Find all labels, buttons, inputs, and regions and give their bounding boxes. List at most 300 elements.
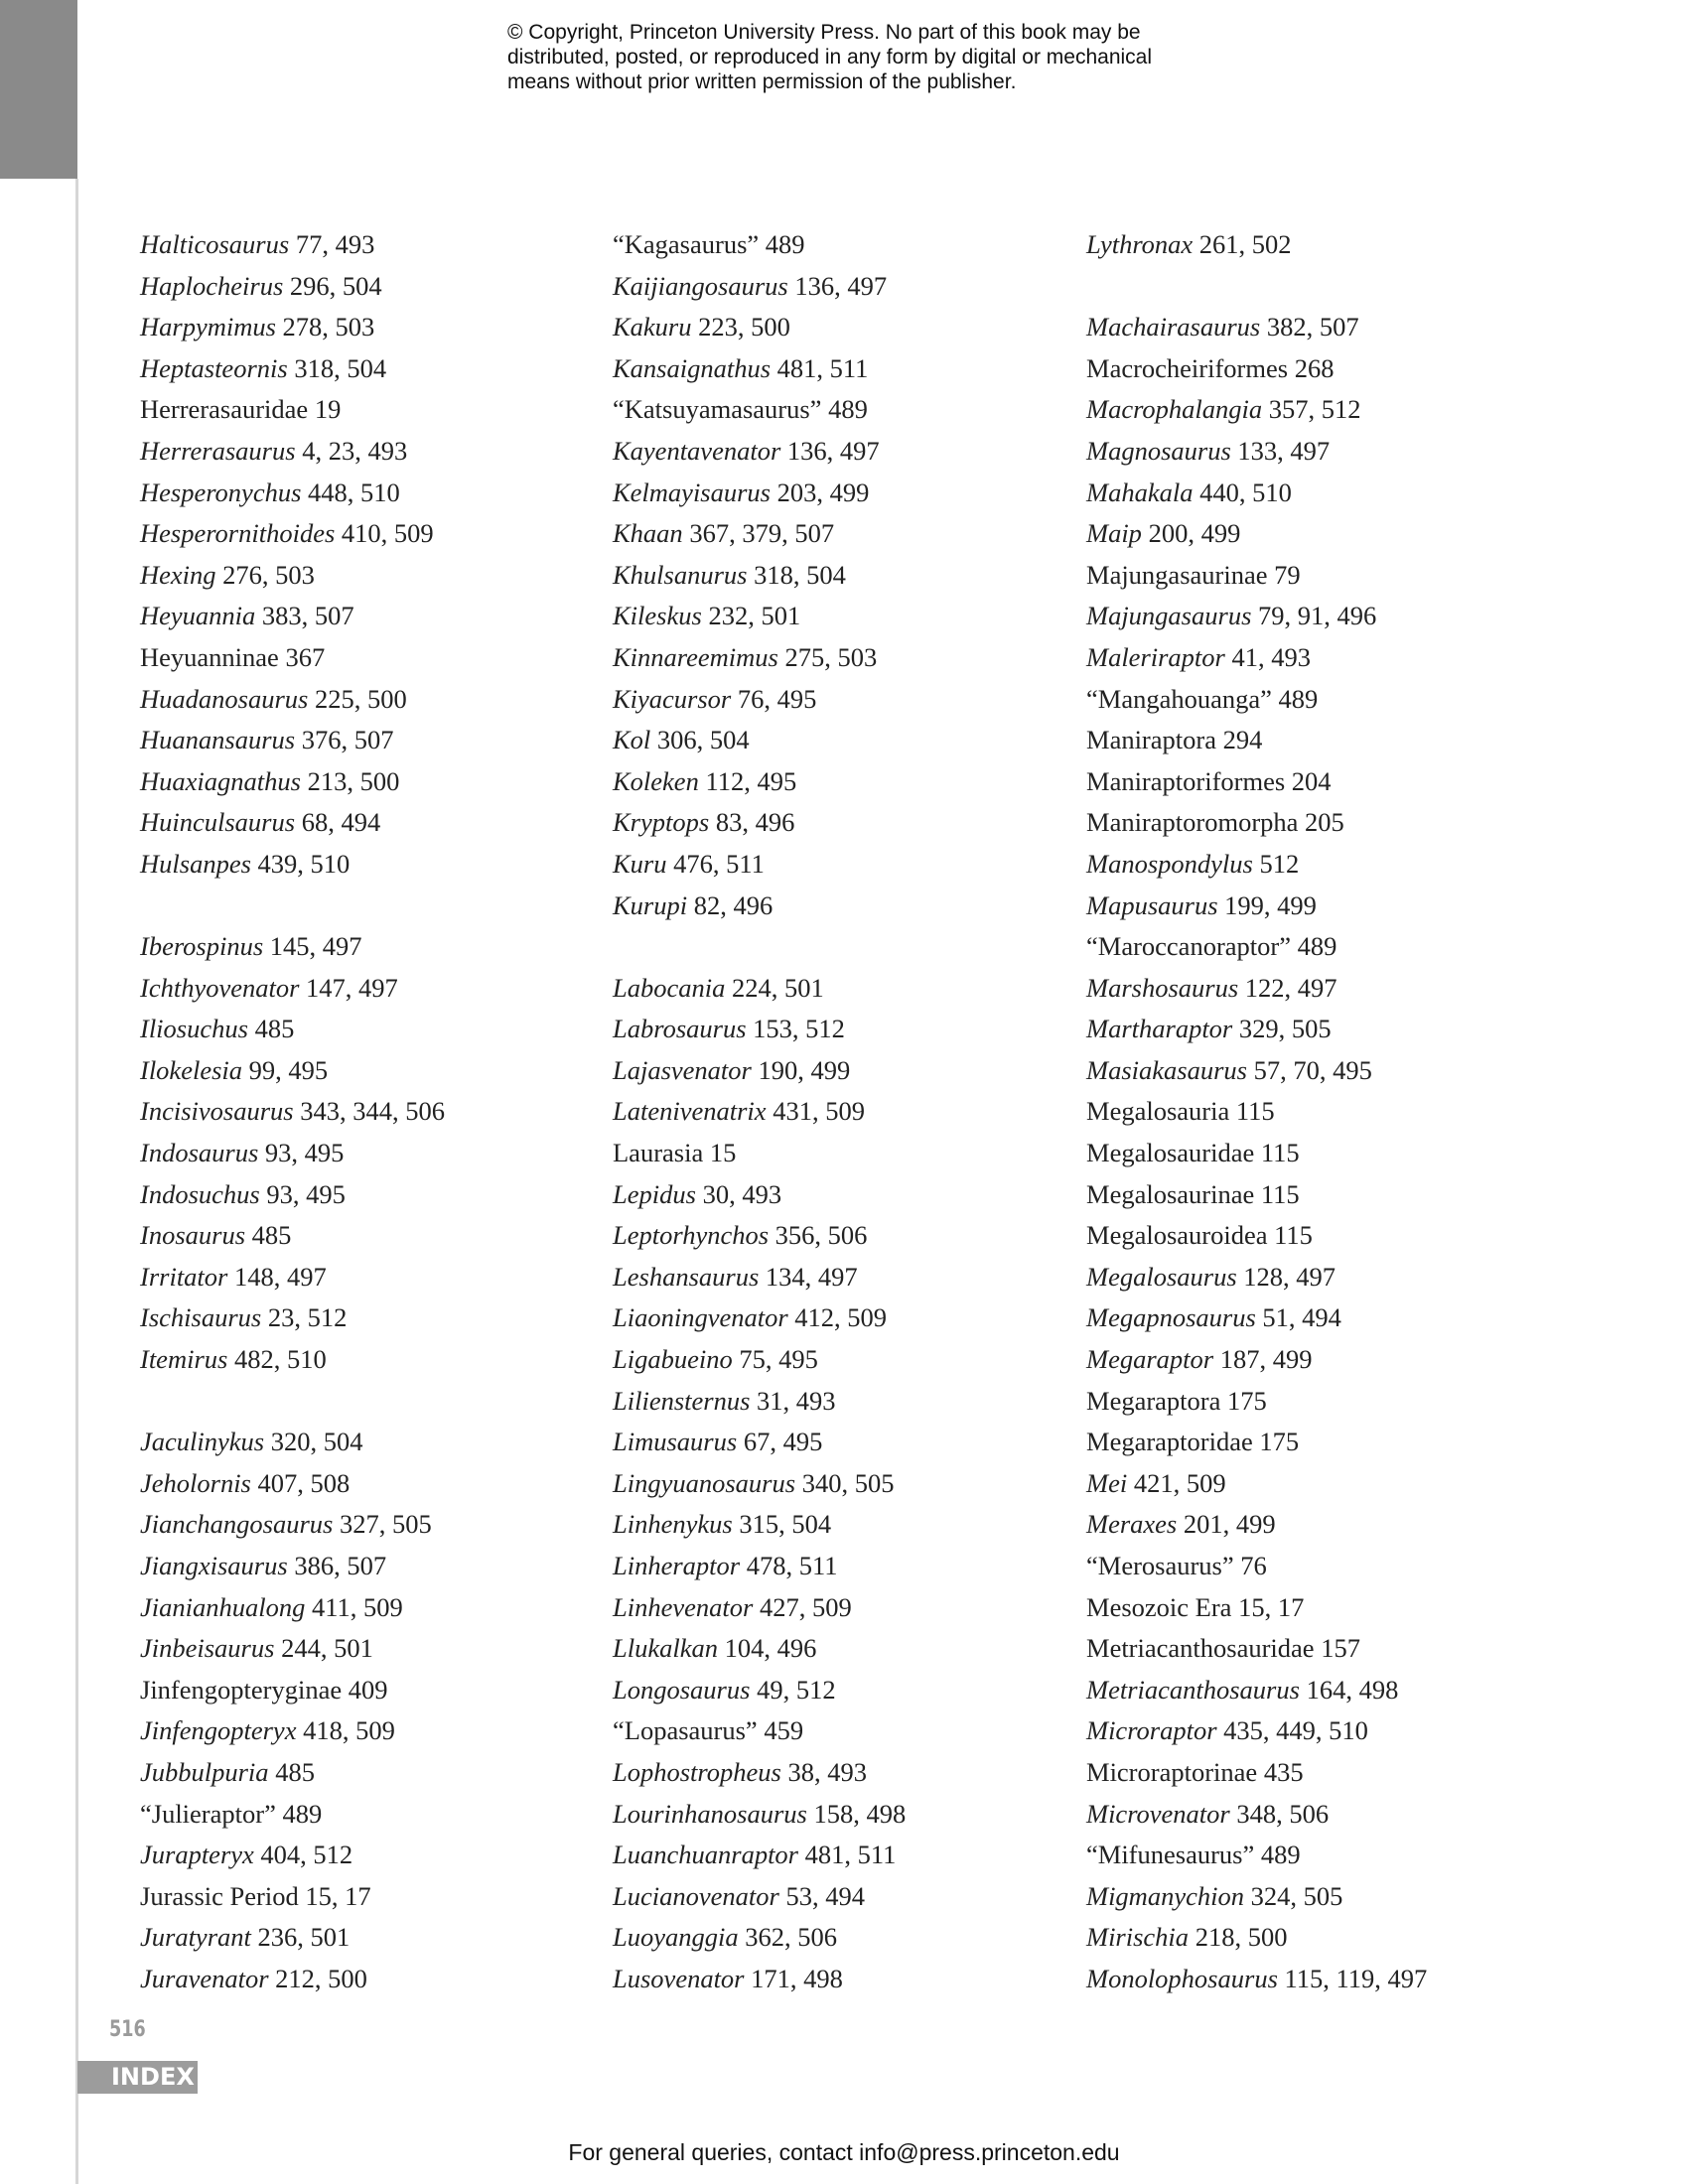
index-entry xyxy=(613,637,1079,679)
index-pages: 15, 17 xyxy=(305,1880,371,1911)
index-entry xyxy=(613,1381,1079,1423)
index-pages: 145, 497 xyxy=(269,931,362,962)
index-pages: 412, 509 xyxy=(794,1302,888,1333)
index-term: “Katsuyamasaurus” xyxy=(613,394,822,425)
index-entry xyxy=(140,1504,607,1546)
index-term: Megalosaurus xyxy=(1086,1261,1237,1292)
index-entry xyxy=(1086,389,1553,431)
index-term: Microvenator xyxy=(1086,1798,1230,1829)
index-entry xyxy=(1086,224,1553,266)
index-entry xyxy=(1086,637,1553,679)
index-term: Linheraptor xyxy=(613,1551,741,1580)
index-term: Inosaurus xyxy=(140,1220,246,1251)
index-term: Harpymimus xyxy=(140,312,276,342)
index-term: Jurassic Period xyxy=(140,1880,299,1911)
index-entry xyxy=(613,1174,1079,1216)
index-entry xyxy=(140,1050,607,1092)
index-pages: 53, 494 xyxy=(785,1880,865,1911)
index-entry xyxy=(613,1504,1079,1546)
index-entry xyxy=(1086,1835,1553,1876)
index-pages: 411, 509 xyxy=(311,1591,403,1622)
index-pages: 386, 507 xyxy=(294,1551,387,1580)
index-term: Jianianhualong xyxy=(140,1591,306,1622)
index-term: Leshansaurus xyxy=(613,1261,760,1292)
index-pages: 157 xyxy=(1321,1633,1360,1664)
index-term: Llukalkan xyxy=(613,1633,718,1664)
index-entry xyxy=(613,968,1079,1010)
index-entry xyxy=(1086,761,1553,803)
index-gap xyxy=(140,886,607,927)
index-pages: 431, 509 xyxy=(773,1096,865,1127)
index-term: Halticosaurus xyxy=(140,229,290,259)
index-entry xyxy=(613,1876,1079,1918)
index-entry xyxy=(140,1587,607,1629)
index-pages: 201, 499 xyxy=(1183,1509,1276,1540)
index-entry xyxy=(140,555,607,597)
index-entry xyxy=(613,1546,1079,1587)
index-term: Juravenator xyxy=(140,1963,269,1993)
index-pages: 82, 496 xyxy=(693,889,774,920)
index-pages: 75, 495 xyxy=(739,1344,818,1375)
index-pages: 51, 494 xyxy=(1262,1302,1341,1333)
index-term: Megalosauridae xyxy=(1086,1138,1255,1168)
index-term: Mesozoic Era xyxy=(1086,1591,1232,1622)
index-term: Liaoningvenator xyxy=(613,1302,788,1333)
index-term: Khaan xyxy=(613,518,683,549)
index-entry xyxy=(613,761,1079,803)
index-term: Latenivenatrix xyxy=(613,1096,767,1127)
index-pages: 218, 500 xyxy=(1195,1922,1288,1953)
index-pages: 30, 493 xyxy=(702,1178,782,1209)
index-entry xyxy=(613,555,1079,597)
index-entry xyxy=(140,1670,607,1711)
index-entry xyxy=(140,348,607,390)
index-entry xyxy=(140,1422,607,1463)
index-pages: 376, 507 xyxy=(301,725,394,755)
index-term: Incisivosaurus xyxy=(140,1096,294,1127)
index-entry xyxy=(1086,1215,1553,1257)
index-term: Khulsanurus xyxy=(613,559,748,590)
index-pages: 68, 494 xyxy=(301,807,381,838)
index-term: Martharaptor xyxy=(1086,1014,1233,1044)
index-pages: 205 xyxy=(1305,807,1344,838)
page-edge-tab xyxy=(0,0,77,179)
index-entry xyxy=(613,1835,1079,1876)
index-entry xyxy=(613,886,1079,927)
index-pages: 485 xyxy=(251,1220,292,1251)
index-pages: 122, 497 xyxy=(1244,972,1337,1003)
index-pages: 223, 500 xyxy=(698,312,790,342)
index-term: Machairasaurus xyxy=(1086,312,1261,342)
index-entry xyxy=(1086,1257,1553,1298)
index-gap xyxy=(1086,266,1553,308)
index-pages: 31, 493 xyxy=(757,1385,836,1416)
index-term: Huaxiagnathus xyxy=(140,765,301,796)
index-pages: 427, 509 xyxy=(759,1591,852,1622)
index-term: Labocania xyxy=(613,972,726,1003)
index-term: Lingyuanosaurus xyxy=(613,1467,796,1498)
index-term: Megaraptoridae xyxy=(1086,1427,1253,1457)
index-entry xyxy=(1086,968,1553,1010)
index-term: Herrerasauridae xyxy=(140,394,309,425)
index-entry xyxy=(1086,555,1553,597)
index-pages: 76, 495 xyxy=(737,683,817,714)
index-entry xyxy=(613,473,1079,514)
index-entry xyxy=(1086,720,1553,761)
index-pages: 147, 497 xyxy=(306,972,398,1003)
index-term: Heyuannia xyxy=(140,601,256,631)
index-pages: 83, 496 xyxy=(715,807,795,838)
index-pages: 236, 501 xyxy=(257,1922,351,1953)
index-pages: 482, 510 xyxy=(233,1344,327,1375)
index-entry xyxy=(1086,348,1553,390)
index-term: Koleken xyxy=(613,765,699,796)
index-entry xyxy=(140,596,607,637)
index-term: Jianchangosaurus xyxy=(140,1509,334,1540)
index-entry xyxy=(140,513,607,555)
index-pages: 15 xyxy=(709,1138,737,1168)
index-entry xyxy=(140,1710,607,1752)
index-entry xyxy=(613,1422,1079,1463)
index-entry xyxy=(613,596,1079,637)
index-pages: 133, 497 xyxy=(1237,435,1331,466)
index-entry xyxy=(1086,473,1553,514)
index-entry xyxy=(613,1050,1079,1092)
index-term: Kansaignathus xyxy=(613,352,772,383)
index-term: Hulsanpes xyxy=(140,848,251,879)
index-pages: 294 xyxy=(1222,725,1263,755)
index-entry xyxy=(613,431,1079,473)
index-term: Metriacanthosauridae xyxy=(1086,1633,1315,1664)
index-pages: 204 xyxy=(1291,765,1332,796)
index-term: Megalosauroidea xyxy=(1086,1220,1268,1251)
index-entry xyxy=(1086,1133,1553,1174)
index-entry xyxy=(140,1794,607,1836)
index-column-2 xyxy=(613,224,1079,2000)
index-pages: 435 xyxy=(1263,1756,1304,1787)
index-term: Mahakala xyxy=(1086,477,1194,507)
index-entry xyxy=(613,844,1079,886)
index-gap xyxy=(613,926,1079,968)
index-pages: 476, 511 xyxy=(673,848,765,879)
index-pages: 158, 498 xyxy=(813,1798,907,1829)
index-entry xyxy=(613,1009,1079,1050)
index-pages: 357, 512 xyxy=(1268,394,1361,425)
index-term: Iberospinus xyxy=(140,931,264,962)
index-pages: 367 xyxy=(285,641,326,672)
index-pages: 212, 500 xyxy=(275,1963,367,1993)
index-entry xyxy=(613,1091,1079,1133)
index-pages: 99, 495 xyxy=(248,1054,329,1085)
index-entry xyxy=(1086,802,1553,844)
index-entry xyxy=(613,1670,1079,1711)
index-term: Kinnareemimus xyxy=(613,641,778,672)
index-pages: 278, 503 xyxy=(282,312,375,342)
index-entry xyxy=(140,307,607,348)
index-pages: 268 xyxy=(1294,352,1335,383)
index-entry xyxy=(140,389,607,431)
index-term: Juratyrant xyxy=(140,1922,251,1953)
index-entry xyxy=(140,761,607,803)
index-term: Megaraptor xyxy=(1086,1344,1214,1375)
index-entry xyxy=(1086,1959,1553,2000)
index-term: Ilokelesia xyxy=(140,1054,243,1085)
index-entry xyxy=(140,1297,607,1339)
index-pages: 200, 499 xyxy=(1148,518,1241,549)
index-entry xyxy=(1086,1381,1553,1423)
index-entry xyxy=(140,968,607,1010)
index-pages: 190, 499 xyxy=(758,1054,851,1085)
index-pages: 76 xyxy=(1240,1551,1267,1580)
index-pages: 115 xyxy=(1235,1096,1275,1127)
index-term: Iliosuchus xyxy=(140,1014,248,1044)
index-pages: 410, 509 xyxy=(341,518,434,549)
index-entry xyxy=(140,720,607,761)
page-number: 516 xyxy=(109,2017,146,2042)
index-pages: 356, 506 xyxy=(774,1220,868,1251)
index-pages: 199, 499 xyxy=(1224,889,1317,920)
index-pages: 19 xyxy=(314,394,342,425)
index-term: Mei xyxy=(1086,1467,1128,1498)
index-term: “Mifunesaurus” xyxy=(1086,1840,1255,1870)
index-pages: 367, 379, 507 xyxy=(689,518,835,549)
index-pages: 203, 499 xyxy=(776,477,870,507)
index-entry xyxy=(140,1174,607,1216)
index-term: Maleriraptor xyxy=(1086,641,1225,672)
index-entry xyxy=(613,1463,1079,1505)
index-pages: 489 xyxy=(1278,683,1319,714)
index-term: Meraxes xyxy=(1086,1509,1178,1540)
index-pages: 115, 119, 497 xyxy=(1284,1963,1428,1993)
index-entry xyxy=(613,1587,1079,1629)
index-term: Haplocheirus xyxy=(140,270,284,301)
index-term: Jeholornis xyxy=(140,1467,251,1498)
index-entry xyxy=(140,1546,607,1587)
index-entry xyxy=(613,802,1079,844)
index-entry xyxy=(613,1133,1079,1174)
index-pages: 261, 502 xyxy=(1198,229,1292,259)
index-entry xyxy=(1086,513,1553,555)
index-term: Itemirus xyxy=(140,1344,228,1375)
index-pages: 15, 17 xyxy=(1238,1591,1305,1622)
index-term: Jinbeisaurus xyxy=(140,1633,275,1664)
index-term: Megalosaurinae xyxy=(1086,1178,1255,1209)
index-term: Kryptops xyxy=(613,807,710,838)
index-pages: 448, 510 xyxy=(308,477,400,507)
index-entry xyxy=(1086,1422,1553,1463)
index-term: Mapusaurus xyxy=(1086,889,1218,920)
index-pages: 49, 512 xyxy=(757,1674,836,1705)
index-pages: 23, 512 xyxy=(267,1302,348,1333)
index-pages: 489 xyxy=(1260,1840,1301,1870)
index-term: Huinculsaurus xyxy=(140,807,296,838)
index-term: Jubbulpuria xyxy=(140,1756,269,1787)
index-term: Kelmayisaurus xyxy=(613,477,771,507)
index-term: Limusaurus xyxy=(613,1427,738,1457)
index-entry xyxy=(1086,1504,1553,1546)
index-entry xyxy=(140,679,607,721)
index-term: “Lopasaurus” xyxy=(613,1715,758,1746)
index-entry xyxy=(613,307,1079,348)
index-pages: 324, 505 xyxy=(1250,1880,1343,1911)
index-pages: 175 xyxy=(1227,1385,1267,1416)
index-pages: 276, 503 xyxy=(222,559,315,590)
index-pages: 244, 501 xyxy=(281,1633,373,1664)
index-term: Jurapteryx xyxy=(140,1840,254,1870)
index-term: Hesperornithoides xyxy=(140,518,336,549)
index-pages: 128, 497 xyxy=(1243,1261,1336,1292)
copyright-line: means without prior written permission of the publisher. xyxy=(507,70,1017,93)
index-term: Monolophosaurus xyxy=(1086,1963,1278,1993)
index-entry xyxy=(613,266,1079,308)
index-entry xyxy=(140,844,607,886)
copyright-line: © Copyright, Princeton University Press. No part of this book may be xyxy=(507,21,1141,44)
index-entry xyxy=(140,1959,607,2000)
index-term: Lusovenator xyxy=(613,1963,745,1993)
index-term: Megalosauria xyxy=(1086,1096,1230,1127)
index-gap xyxy=(140,1381,607,1423)
index-pages: 77, 493 xyxy=(295,229,375,259)
index-term: Kaijiangosaurus xyxy=(613,270,788,301)
index-entry xyxy=(613,1215,1079,1257)
index-pages: 383, 507 xyxy=(261,601,354,631)
index-term: Ligabueino xyxy=(613,1344,733,1375)
index-term: Megaraptora xyxy=(1086,1385,1221,1416)
index-pages: 79 xyxy=(1274,559,1301,590)
index-term: Herrerasaurus xyxy=(140,435,296,466)
index-entry xyxy=(1086,844,1553,886)
index-pages: 485 xyxy=(275,1756,315,1787)
index-term: Magnosaurus xyxy=(1086,435,1231,466)
index-term: Majungasaurus xyxy=(1086,601,1252,631)
index-entry xyxy=(613,720,1079,761)
index-term: Majungasaurinae xyxy=(1086,559,1268,590)
index-pages: 225, 500 xyxy=(314,683,407,714)
index-term: Huadanosaurus xyxy=(140,683,309,714)
index-term: Lophostropheus xyxy=(613,1756,781,1787)
index-pages: 136, 497 xyxy=(794,270,888,301)
index-term: Laurasia xyxy=(613,1138,704,1168)
index-term: Jinfengopteryx xyxy=(140,1715,297,1746)
copyright-notice xyxy=(507,20,1262,94)
index-pages: 93, 495 xyxy=(266,1178,346,1209)
index-pages: 148, 497 xyxy=(233,1261,327,1292)
index-entry xyxy=(140,1339,607,1381)
index-entry xyxy=(613,513,1079,555)
index-term: Indosaurus xyxy=(140,1138,259,1168)
index-entry xyxy=(613,224,1079,266)
index-pages: 187, 499 xyxy=(1219,1344,1313,1375)
index-pages: 329, 505 xyxy=(1238,1014,1332,1044)
index-term: “Merosaurus” xyxy=(1086,1551,1234,1580)
index-entry xyxy=(1086,1628,1553,1670)
index-entry xyxy=(1086,926,1553,968)
index-pages: 435, 449, 510 xyxy=(1223,1715,1368,1746)
index-pages: 478, 511 xyxy=(746,1551,838,1580)
index-entry xyxy=(1086,886,1553,927)
index-term: Kurupi xyxy=(613,889,688,920)
index-term: Migmanychion xyxy=(1086,1880,1244,1911)
index-entry xyxy=(613,1628,1079,1670)
index-pages: 489 xyxy=(282,1798,323,1829)
index-term: Lajasvenator xyxy=(613,1054,752,1085)
index-term: Microraptor xyxy=(1086,1715,1217,1746)
index-pages: 115 xyxy=(1274,1220,1313,1251)
index-entry xyxy=(613,1297,1079,1339)
index-entry xyxy=(140,1463,607,1505)
index-pages: 164, 498 xyxy=(1306,1674,1399,1705)
index-pages: 418, 509 xyxy=(303,1715,395,1746)
index-term: Lythronax xyxy=(1086,229,1194,259)
index-term: Leptorhynchos xyxy=(613,1220,770,1251)
index-term: Kileskus xyxy=(613,601,702,631)
index-pages: 306, 504 xyxy=(656,725,750,755)
index-term: Marshosaurus xyxy=(1086,972,1239,1003)
index-term: Longosaurus xyxy=(613,1674,751,1705)
index-entry xyxy=(1086,307,1553,348)
index-term: “Kagasaurus” xyxy=(613,229,760,259)
index-entry xyxy=(1086,1463,1553,1505)
index-pages: 320, 504 xyxy=(270,1427,363,1457)
index-pages: 115 xyxy=(1260,1138,1300,1168)
index-entry xyxy=(1086,1091,1553,1133)
index-term: Maniraptora xyxy=(1086,725,1216,755)
index-pages: 340, 505 xyxy=(801,1467,895,1498)
index-term: Maniraptoromorpha xyxy=(1086,807,1299,838)
index-term: “Maroccanoraptor” xyxy=(1086,931,1291,962)
index-term: Indosuchus xyxy=(140,1178,260,1209)
index-entry xyxy=(1086,1174,1553,1216)
index-term: Maniraptoriformes xyxy=(1086,765,1286,796)
index-pages: 421, 509 xyxy=(1133,1467,1226,1498)
index-term: Macrocheiriformes xyxy=(1086,352,1289,383)
section-tag: INDEX xyxy=(77,2061,198,2094)
index-term: Lourinhanosaurus xyxy=(613,1798,807,1829)
index-term: Heptasteornis xyxy=(140,352,288,383)
index-column-1 xyxy=(140,224,607,2000)
index-term: Megapnosaurus xyxy=(1086,1302,1256,1333)
index-pages: 348, 506 xyxy=(1236,1798,1330,1829)
index-pages: 232, 501 xyxy=(708,601,801,631)
index-entry xyxy=(1086,1009,1553,1050)
index-term: Hesperonychus xyxy=(140,477,302,507)
index-pages: 171, 498 xyxy=(751,1963,843,1993)
index-entry xyxy=(140,1628,607,1670)
index-pages: 67, 495 xyxy=(743,1427,823,1457)
index-term: Ichthyovenator xyxy=(140,972,300,1003)
index-entry xyxy=(613,679,1079,721)
index-pages: 115 xyxy=(1260,1178,1300,1209)
index-term: Jaculinykus xyxy=(140,1427,265,1457)
index-entry xyxy=(140,1091,607,1133)
index-term: Luanchuanraptor xyxy=(613,1840,798,1870)
index-entry xyxy=(1086,1752,1553,1794)
index-term: Hexing xyxy=(140,559,216,590)
index-entry xyxy=(140,1215,607,1257)
index-entry xyxy=(1086,1670,1553,1711)
index-entry xyxy=(1086,596,1553,637)
index-entry xyxy=(613,389,1079,431)
index-term: Macrophalangia xyxy=(1086,394,1263,425)
index-entry xyxy=(1086,1876,1553,1918)
index-term: Labrosaurus xyxy=(613,1014,747,1044)
index-term: Jinfengopteryginae xyxy=(140,1674,343,1705)
index-entry xyxy=(1086,1546,1553,1587)
index-pages: 440, 510 xyxy=(1199,477,1292,507)
index-entry xyxy=(1086,679,1553,721)
index-column-3 xyxy=(1086,224,1553,2000)
index-term: Kakuru xyxy=(613,312,692,342)
